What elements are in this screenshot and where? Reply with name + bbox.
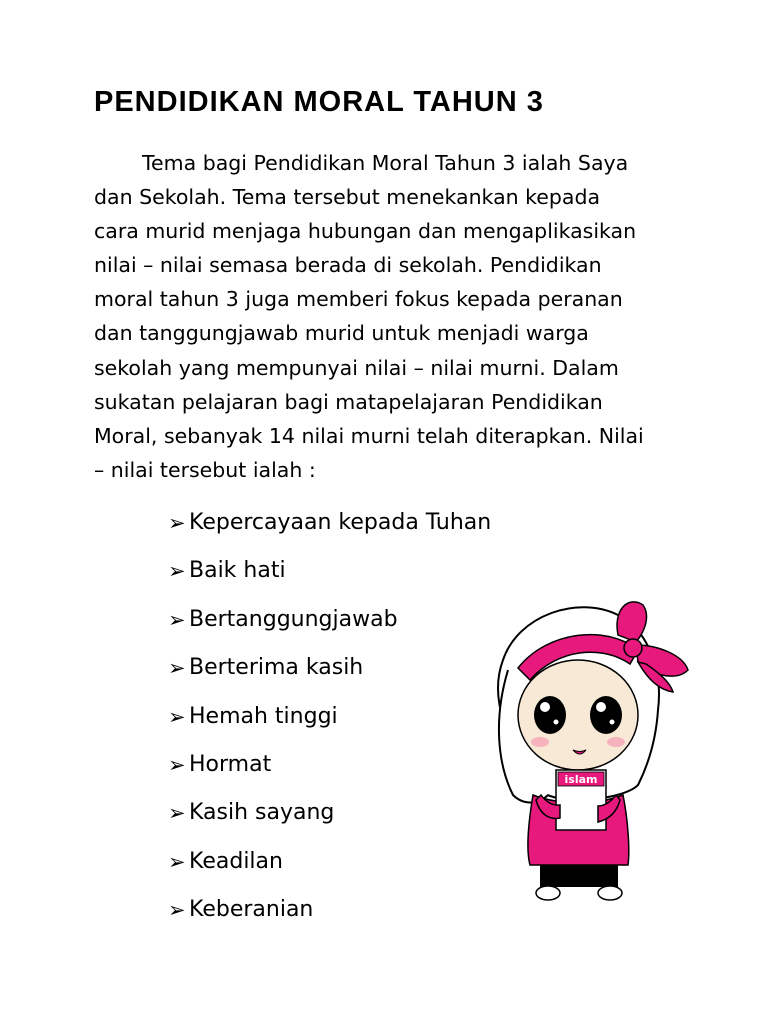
right-eye-icon xyxy=(590,696,622,734)
list-item-label: Kepercayaan kepada Tuhan xyxy=(189,510,492,535)
intro-paragraph xyxy=(94,146,674,487)
arrow-bullet-icon: ➢ xyxy=(168,898,186,923)
paragraph-line: Tema bagi Pendidikan Moral Tahun 3 ialah Saya xyxy=(142,151,629,175)
list-item xyxy=(168,699,491,747)
paragraph-line: moral tahun 3 juga memberi fokus kepada peranan xyxy=(94,287,623,312)
paragraph-line: nilai – nilai semasa berada di sekolah. Pendidikan xyxy=(94,253,602,278)
arrow-bullet-icon: ➢ xyxy=(168,607,186,632)
right-shoe xyxy=(598,886,622,900)
left-shoe xyxy=(536,886,560,900)
document-title: PENDIDIKAN MORAL TAHUN 3 xyxy=(94,86,544,118)
arrow-bullet-icon: ➢ xyxy=(168,801,186,826)
list-item-label: Hemah tinggi xyxy=(189,703,338,729)
arrow-bullet-icon: ➢ xyxy=(168,849,186,874)
list-item-label: Keadilan xyxy=(189,848,283,874)
arrow-bullet-icon: ➢ xyxy=(168,656,186,681)
paragraph-line: – nilai tersebut ialah : xyxy=(94,457,316,482)
list-item-label: Hormat xyxy=(189,751,272,777)
list-item xyxy=(168,650,491,698)
arrow-bullet-icon: ➢ xyxy=(168,511,186,535)
list-item xyxy=(168,747,491,795)
list-item xyxy=(168,844,491,892)
paragraph-line: sekolah yang mempunyai nilai – nilai murni. Dalam xyxy=(94,355,619,380)
arrow-bullet-icon: ➢ xyxy=(168,559,186,584)
left-eye-icon xyxy=(534,696,566,734)
list-item-label: Kasih sayang xyxy=(189,800,335,826)
list-item xyxy=(168,553,491,601)
list-item-label: Berterima kasih xyxy=(189,655,364,681)
paragraph-line: sukatan pelajaran bagi matapelajaran Pendidikan xyxy=(94,389,603,414)
list-item xyxy=(168,602,491,650)
book-label: islam xyxy=(564,773,598,786)
list-item xyxy=(168,795,491,843)
paragraph-line: cara murid menjaga hubungan dan mengaplikasikan xyxy=(94,219,637,244)
list-item-label: Bertanggungjawab xyxy=(189,606,398,632)
list-item-label: Baik hati xyxy=(189,558,286,584)
hijab-girl-illustration xyxy=(478,590,698,910)
list-item xyxy=(168,505,491,553)
list-item xyxy=(168,892,491,940)
moral-values-list xyxy=(168,505,491,941)
paragraph-line: dan Sekolah. Tema tersebut menekankan kepada xyxy=(94,185,601,210)
list-item-label: Keberanian xyxy=(189,897,314,923)
arrow-bullet-icon: ➢ xyxy=(168,752,186,777)
paragraph-line: Moral, sebanyak 14 nilai murni telah diterapkan. Nilai xyxy=(94,423,644,448)
legs xyxy=(540,865,618,887)
paragraph-line: dan tanggungjawab murid untuk menjadi warga xyxy=(94,321,589,346)
arrow-bullet-icon: ➢ xyxy=(168,704,186,729)
